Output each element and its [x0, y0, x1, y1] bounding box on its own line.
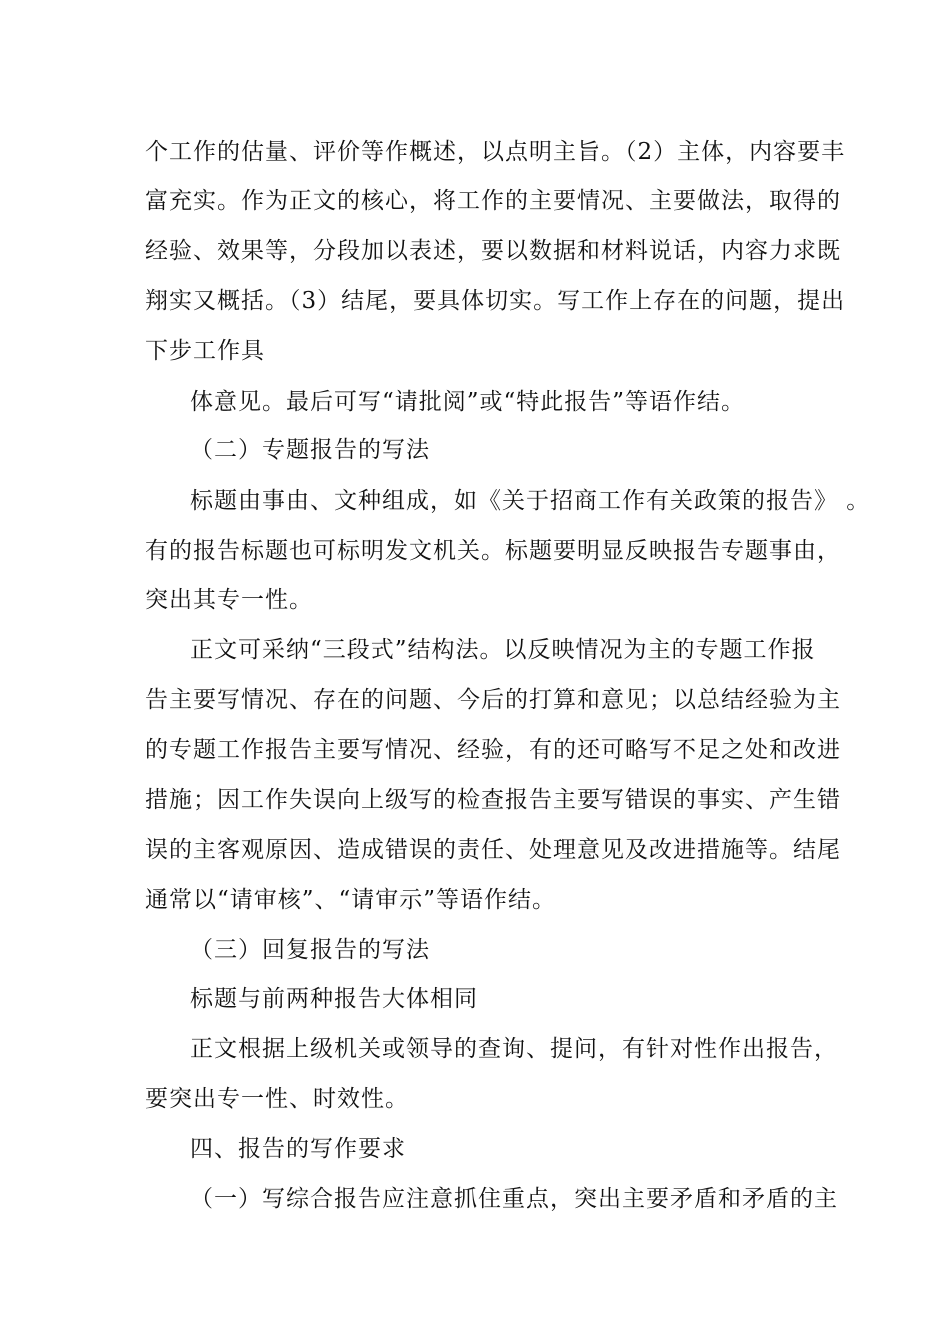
body-text-line: 富充实。作为正文的核心，将工作的主要情况、主要做法，取得的: [145, 188, 841, 214]
body-text-line: 正文可采纳“三段式”结构法。以反映情况为主的专题工作报: [190, 637, 816, 663]
body-text-line: （一）写综合报告应注意抓住重点，突出主要矛盾和矛盾的主: [190, 1186, 838, 1212]
body-text-line: 标题由事由、文种组成，如《关于招商工作有关政策的报告》 。: [190, 488, 871, 514]
body-text-line: 有的报告标题也可标明发文机关。标题要明显反映报告专题事由，: [145, 538, 841, 564]
body-text-line: 正文根据上级机关或领导的查询、提问，有针对性作出报告，: [190, 1036, 838, 1062]
body-text-line: 突出其专一性。: [145, 587, 313, 613]
body-text-line: 告主要写情况、存在的问题、今后的打算和意见；以总结经验为主: [145, 687, 841, 713]
body-text-line: 下步工作具: [145, 338, 265, 364]
body-text-line: 措施；因工作失误向上级写的检查报告主要写错误的事实、产生错: [145, 787, 841, 813]
body-text-line: 体意见。最后可写“请批阅”或“特此报告”等语作结。: [190, 389, 746, 415]
section-heading: （二）专题报告的写法: [190, 437, 430, 463]
body-text-line: 误的主客观原因、造成错误的责任、处理意见及改进措施等。结尾: [145, 837, 841, 863]
body-text-line: 的专题工作报告主要写情况、经验，有的还可略写不足之处和改进: [145, 737, 841, 763]
body-text-line: 通常以“请审核”、“请审示”等语作结。: [145, 887, 557, 913]
section-heading: （三）回复报告的写法: [190, 937, 430, 963]
section-heading: 四、报告的写作要求: [190, 1136, 406, 1162]
body-text-line: 要突出专一性、时效性。: [145, 1086, 409, 1112]
body-text-line: 翔实又概括。（3）结尾，要具体切实。写工作上存在的问题，提出: [145, 288, 846, 314]
body-text-line: 经验、效果等，分段加以表述，要以数据和材料说话，内容力求既: [145, 238, 841, 264]
body-text-line: 个工作的估量、评价等作概述，以点明主旨。（2）主体，内容要丰: [145, 139, 846, 165]
body-text-line: 标题与前两种报告大体相同: [190, 986, 478, 1012]
